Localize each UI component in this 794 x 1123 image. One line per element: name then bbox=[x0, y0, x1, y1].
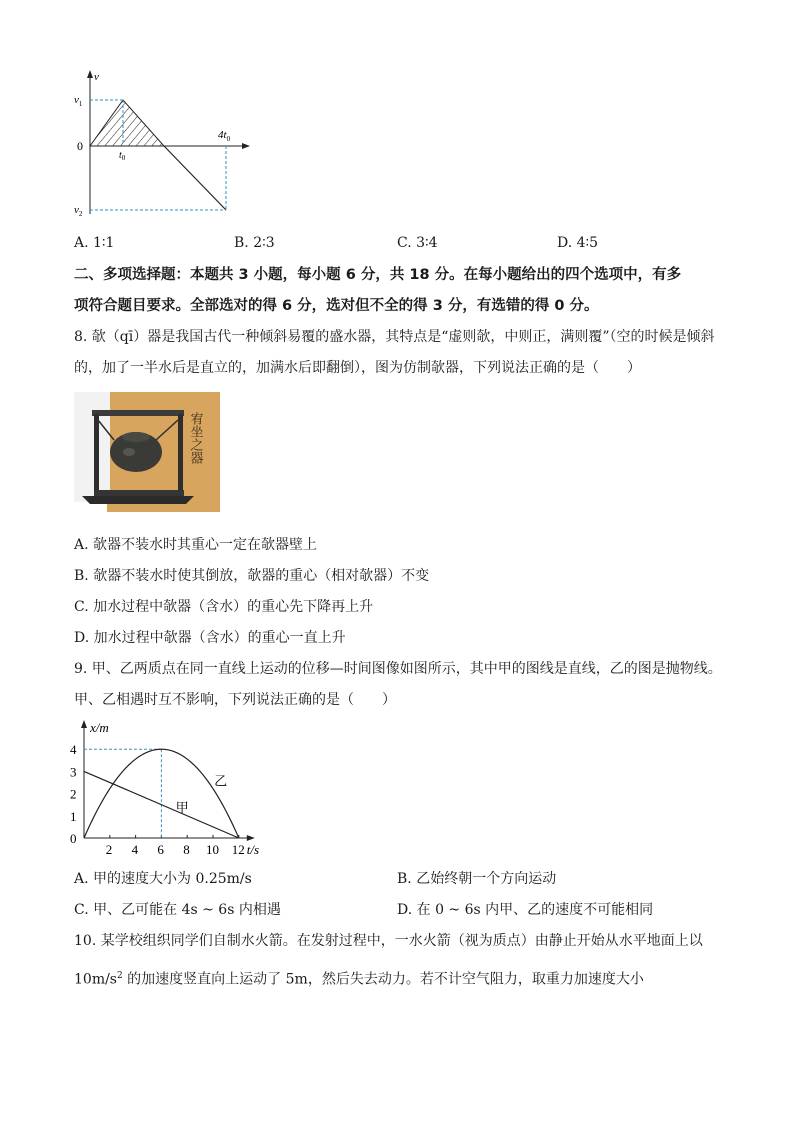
q7-option-b: B. 2∶3 bbox=[234, 235, 275, 251]
q10-stem-line2 bbox=[74, 966, 644, 990]
v1-label: $v_1$ bbox=[74, 94, 83, 108]
vt-graph bbox=[68, 68, 258, 218]
x-tick-label: 6 bbox=[157, 842, 164, 857]
q9-stem-line2: 甲、乙相遇时互不影响，下列说法正确的是（ ） bbox=[74, 692, 396, 708]
section2-heading-line2: 项符合题目要求。全部选对的得 6 分，选对但不全的得 3 分，有选错的得 0 分。 bbox=[74, 298, 599, 314]
v2-label: $v_2$ bbox=[74, 204, 83, 218]
q9-option-a: A. 甲的速度大小为 0.25m/s bbox=[74, 871, 252, 887]
q8-stem-line1: 8. 欹（qī）器是我国古代一种倾斜易覆的盛水器，其特点是“虚则欹，中则正，满则覆”（空的时候是倾斜 bbox=[74, 329, 715, 345]
q7-option-a: A. 1∶1 bbox=[74, 235, 115, 251]
x-tick-label: 10 bbox=[206, 842, 219, 857]
q9-option-d: D. 在 0 ~ 6s 内甲、乙的速度不可能相同 bbox=[397, 902, 654, 918]
y-tick-label: 4 bbox=[70, 742, 77, 758]
q8-option-c: C. 加水过程中欹器（含水）的重心先下降再上升 bbox=[74, 599, 374, 615]
y-axis-label: x/m bbox=[90, 720, 109, 735]
section2-heading-line1: 二、多项选择题：本题共 3 小题，每小题 6 分，共 18 分。在每小题给出的四个选项中，有多 bbox=[74, 267, 682, 283]
q7-option-d: D. 4∶5 bbox=[557, 235, 599, 251]
q7-option-c: C. 3∶4 bbox=[397, 235, 438, 251]
origin-label: 0 bbox=[77, 139, 83, 153]
4t0-label: $4t_0$ bbox=[218, 129, 231, 143]
v-axis-arrow bbox=[87, 70, 93, 78]
q10-stem-rest: 的加速度竖直向上运动了 5m，然后失去动力。若不计空气阻力，取重力加速度大小 bbox=[122, 971, 644, 988]
x-tick-label: 4 bbox=[131, 842, 139, 857]
x-tick-label: 2 bbox=[105, 842, 113, 857]
y-axis-arrow bbox=[81, 720, 87, 728]
q10-accel-value: 10m/s bbox=[74, 971, 117, 988]
y-tick-label: 2 bbox=[70, 786, 77, 802]
photo-box-text: 宥坐之器 bbox=[188, 412, 204, 464]
y-tick-label: 0 bbox=[70, 831, 77, 846]
q10-stem-line1: 10. 某学校组织同学们自制水火箭。在发射过程中，一水火箭（视为质点）由静止开始从水平地面上以 bbox=[74, 933, 703, 949]
q9-option-b: B. 乙始终朝一个方向运动 bbox=[397, 871, 557, 887]
y-tick-label: 3 bbox=[70, 764, 77, 780]
hatched-area bbox=[90, 100, 164, 146]
series-yi-label: 乙 bbox=[214, 773, 228, 789]
v-axis-label: v bbox=[94, 71, 99, 83]
qi-vessel-illustration bbox=[74, 392, 220, 517]
xt-chart bbox=[66, 718, 286, 860]
q8-option-d: D. 加水过程中欹器（含水）的重心一直上升 bbox=[74, 630, 346, 646]
x-axis-label: t/s bbox=[246, 842, 260, 857]
q9-stem-line1: 9. 甲、乙两质点在同一直线上运动的位移—时间图像如图所示，其中甲的图线是直线，乙的图是抛物线。 bbox=[74, 661, 722, 677]
q9-option-c: C. 甲、乙可能在 4s ~ 6s 内相遇 bbox=[74, 902, 281, 918]
qi-vessel-photo bbox=[74, 392, 220, 517]
x-tick-label: 8 bbox=[183, 842, 190, 857]
q10-accel-exp: 2 bbox=[117, 971, 123, 981]
q8-option-b: B. 欹器不装水时使其倒放，欹器的重心（相对欹器）不变 bbox=[74, 568, 430, 584]
y-tick-label: 1 bbox=[70, 808, 77, 824]
q8-option-a: A. 欹器不装水时其重心一定在欹器壁上 bbox=[74, 537, 318, 553]
t-axis-arrow bbox=[247, 835, 255, 841]
t0-label: $t_0$ bbox=[119, 150, 126, 162]
q8-stem-line2: 的，加了一半水后是直立的，加满水后即翻倒），图为仿制欹器，下列说法正确的是（ ） bbox=[74, 360, 641, 376]
velocity-line bbox=[164, 146, 226, 210]
x-tick-label: 12 bbox=[231, 842, 245, 857]
t-axis-arrow bbox=[242, 143, 250, 149]
series-jia-label: 甲 bbox=[175, 799, 189, 815]
